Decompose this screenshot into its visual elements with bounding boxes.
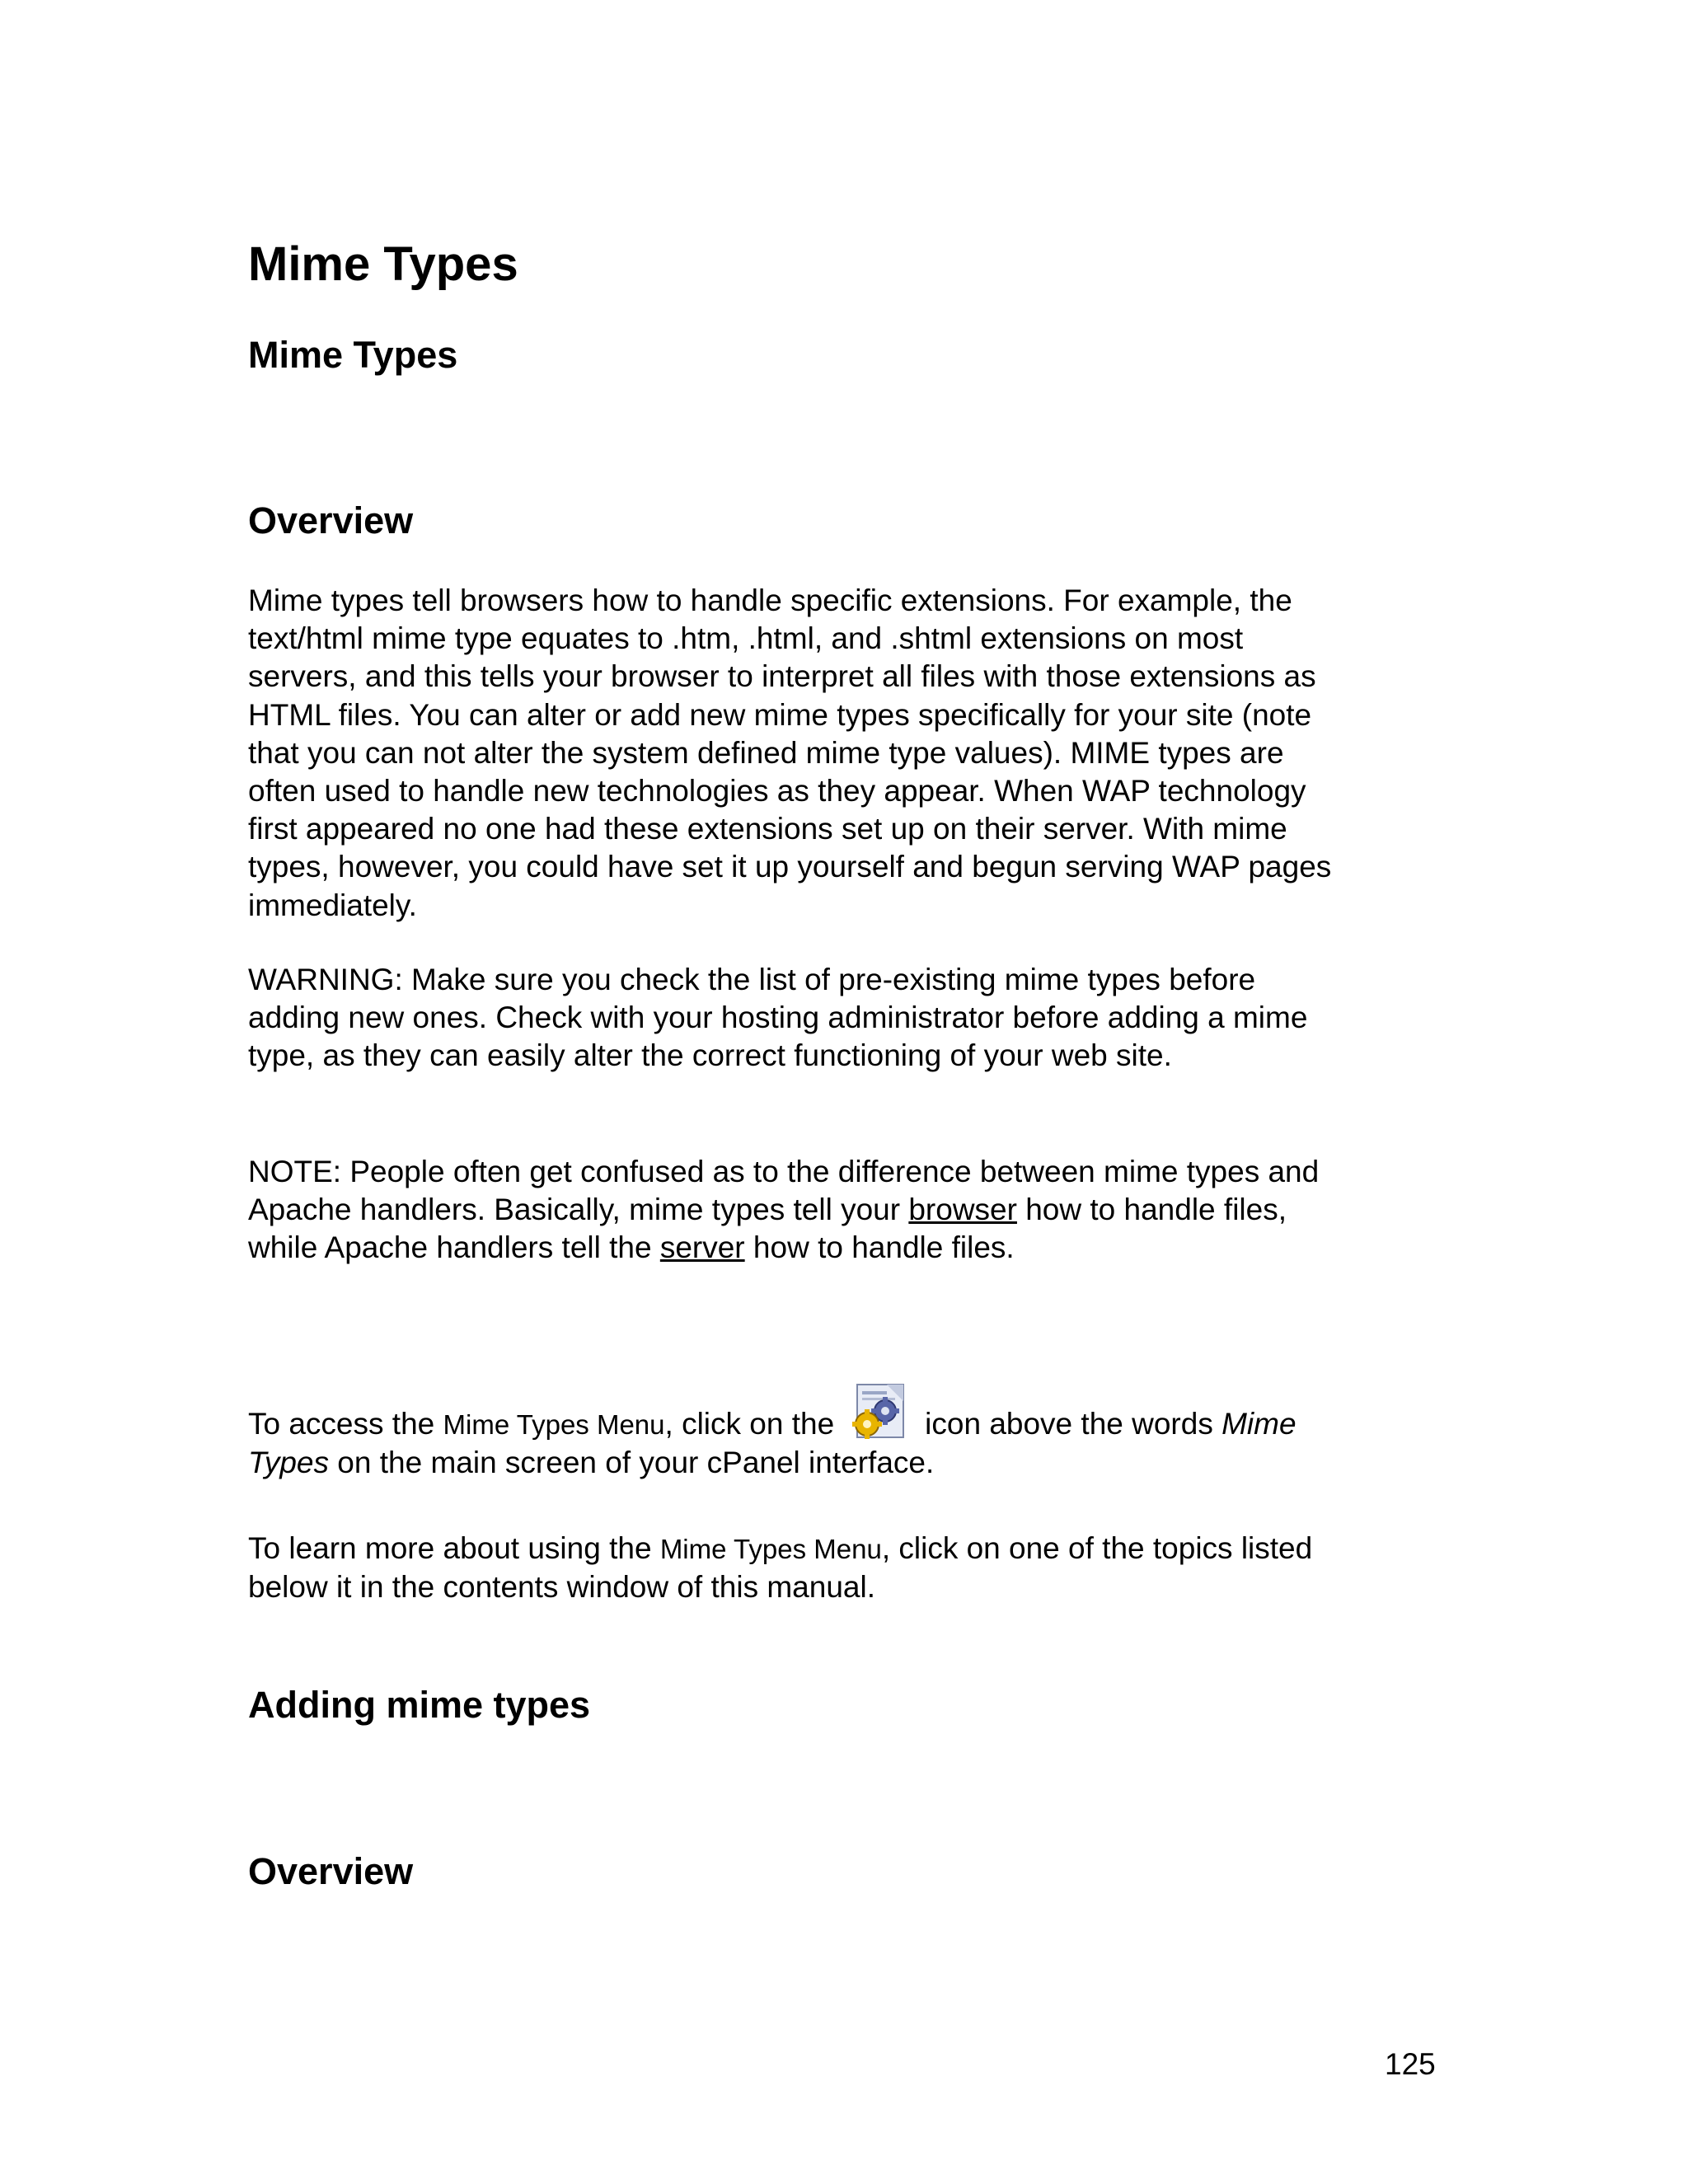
warning-paragraph: WARNING: Make sure you check the list of pre-existing mime types before adding new ones. Check with your hosting administrator before adding a mime type, as they can easily alter the correct functioning of your web site. xyxy=(248,963,1308,1073)
adding-mime-types-heading: Adding mime types xyxy=(248,1684,591,1726)
access-italic-mime: Mime xyxy=(1221,1407,1296,1441)
learn-line-2: below it in the contents window of this manual. xyxy=(248,1570,875,1605)
learn-text-after: , click on one of the topics listed xyxy=(881,1531,1313,1565)
access-text-after-icon: icon above the words xyxy=(925,1407,1222,1441)
overview-heading: Overview xyxy=(248,499,414,541)
note-line-2-end: how to handle files, xyxy=(1016,1193,1287,1227)
overview-paragraph: Mime types tell browsers how to handle specific extensions. For example, the text/html mime type equates to .htm, .html, and .shtml extensions on most servers, and this tells your browser to interpret all files with those extensions as HTML files. You can alter or add new mime types specifically for your site (note that you can not alter the system defined mime type values). MIME types are often used to handle new technologies as they appear. When WAP technology first appeared no one had these extensions set up on their server. With mime types, however, you could have set it up yourself and begun serving WAP pages immediately. xyxy=(248,583,1332,922)
learn-text-start: To learn more about using the xyxy=(248,1531,660,1565)
note-line-2-start: Apache handlers. Basically, mime types tell your xyxy=(248,1193,909,1227)
learn-menu-name: Mime Types Menu xyxy=(659,1534,882,1564)
browser-underlined: browser xyxy=(908,1193,1017,1227)
access-italic-types: Types xyxy=(248,1446,330,1480)
note-line-1: NOTE: People often get confused as to the difference between mime types and xyxy=(248,1155,1320,1188)
access-menu-name: Mime Types Menu xyxy=(443,1409,665,1440)
page-number: 125 xyxy=(1385,2047,1436,2081)
learn-more-paragraph xyxy=(248,1530,1550,1606)
access-text-mid: , click on the xyxy=(664,1407,835,1441)
note-line-3-end: how to handle files. xyxy=(744,1230,1015,1265)
mime-types-gears-icon xyxy=(846,1378,912,1444)
note-paragraph xyxy=(248,1153,1534,1268)
access-text-end: on the main screen of your cPanel interface. xyxy=(329,1446,935,1480)
access-text-start: To access the xyxy=(248,1407,443,1441)
page-title: Mime Types xyxy=(248,237,518,291)
access-paragraph xyxy=(248,1378,1550,1482)
section-heading-mime-types: Mime Types xyxy=(248,334,458,376)
overview-heading-2: Overview xyxy=(248,1850,414,1892)
server-underlined: server xyxy=(659,1230,745,1265)
note-line-3-start: while Apache handlers tell the xyxy=(248,1230,660,1265)
